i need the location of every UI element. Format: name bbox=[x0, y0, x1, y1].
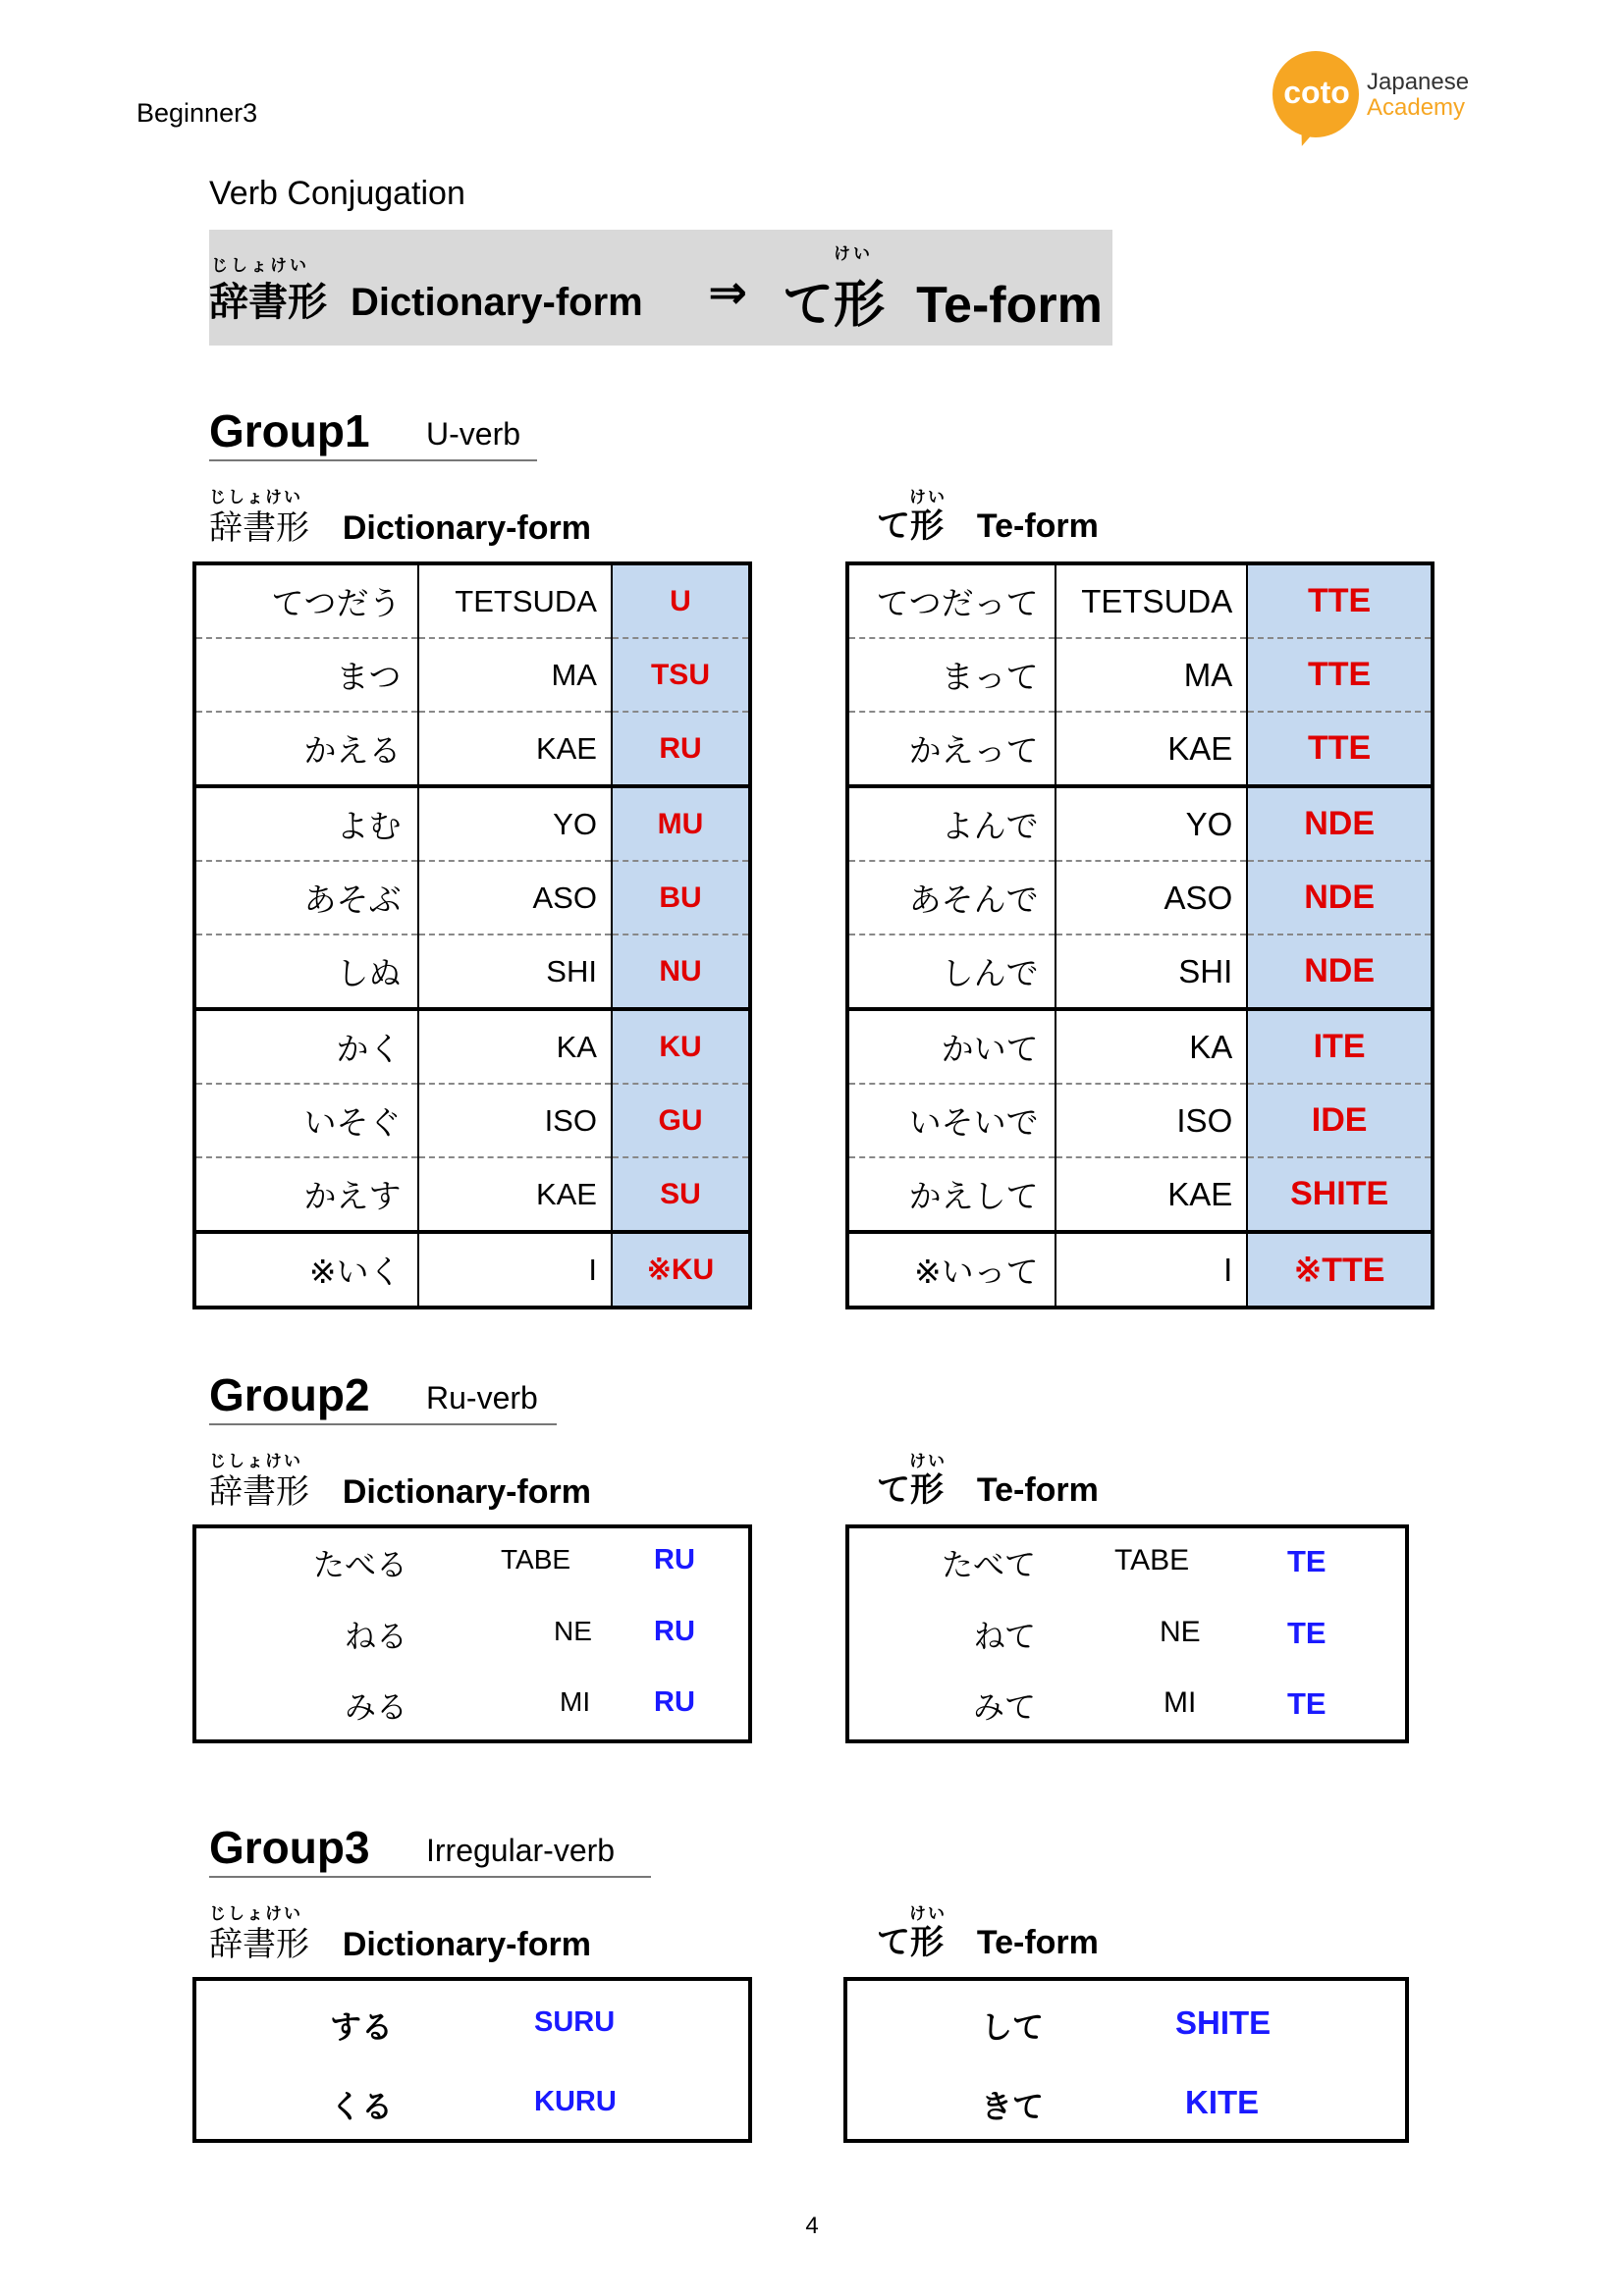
g2-te-ruby: けい bbox=[909, 1452, 947, 1471]
g1-te-row bbox=[847, 1232, 1433, 1308]
g1-dict-ending-cell: GU bbox=[612, 1084, 750, 1157]
g2-dict-heading bbox=[209, 1465, 591, 1513]
group1-te-form-table bbox=[845, 561, 1435, 1309]
g3-te-jp-2: きて bbox=[980, 2088, 1044, 2125]
g1-dict-row bbox=[194, 712, 750, 786]
g1-te-row bbox=[847, 1084, 1433, 1157]
g2-te-kanji: て形 bbox=[877, 1470, 944, 1510]
g1-dict-row bbox=[194, 861, 750, 934]
g1-dict-romaji-cell: I bbox=[418, 1232, 612, 1308]
g3-te-row-1 bbox=[847, 2002, 1397, 2061]
g2-te-heading bbox=[877, 1463, 1099, 1511]
g1-dict-ending-cell: U bbox=[612, 563, 750, 638]
g1-te-romaji-cell: SHI bbox=[1056, 934, 1248, 1009]
g2-te-jp-3: みて bbox=[972, 1688, 1036, 1726]
course-label: Beginner3 bbox=[136, 98, 258, 128]
banner-arrow: ⇒ bbox=[708, 265, 748, 320]
g1-dict-ending-cell: NU bbox=[612, 934, 750, 1009]
g1-te-ending-cell: TTE bbox=[1247, 563, 1433, 638]
g3-te-ruby: けい bbox=[909, 1904, 947, 1924]
g1-dict-row bbox=[194, 786, 750, 861]
g1-te-row bbox=[847, 861, 1433, 934]
g1-te-romaji-cell: MA bbox=[1056, 638, 1248, 712]
g1-dict-heading bbox=[209, 501, 591, 549]
g1-te-jp-cell: よんで bbox=[847, 786, 1056, 861]
g1-te-jp-cell: ※いって bbox=[913, 1253, 1039, 1291]
group2-subtitle: Ru-verb bbox=[426, 1380, 538, 1415]
banner-left-ruby: じしょけい bbox=[211, 256, 309, 276]
g1-dict-jp-cell: よむ bbox=[194, 786, 418, 861]
g3-dict-ruby: じしょけい bbox=[209, 1904, 302, 1924]
g1-te-heading bbox=[877, 499, 1099, 547]
g1-dict-jp-cell: あそぶ bbox=[194, 861, 418, 934]
g1-te-row bbox=[847, 563, 1433, 638]
g2-te-label: Te-form bbox=[976, 1471, 1099, 1509]
g1-dict-ending-cell: KU bbox=[612, 1009, 750, 1084]
g1-dict-romaji-cell: SHI bbox=[418, 934, 612, 1009]
g3-te-heading bbox=[877, 1915, 1099, 1963]
g2-dict-jp-3: みる bbox=[344, 1688, 407, 1726]
g3-dict-row-1 bbox=[196, 2002, 746, 2061]
g1-te-row bbox=[847, 1009, 1433, 1084]
g1-te-jp-cell: まって bbox=[847, 638, 1056, 712]
g1-dict-jp-cell: まつ bbox=[194, 638, 418, 712]
g1-dict-romaji-cell: YO bbox=[418, 786, 612, 861]
g1-te-jp-cell: かえして bbox=[847, 1157, 1056, 1232]
g2-te-jp-1: たべて bbox=[941, 1546, 1036, 1583]
g2-te-row-2 bbox=[849, 1612, 1399, 1671]
g1-te-ending-cell: ITE bbox=[1247, 1009, 1433, 1084]
banner-left-kanji: 辞書形 bbox=[209, 280, 327, 325]
g1-te-jp-cell: かえって bbox=[847, 712, 1056, 786]
logo-line2: Academy bbox=[1367, 94, 1466, 121]
g1-te-row bbox=[847, 1157, 1433, 1232]
g3-dict-jp-2: くる bbox=[329, 2088, 393, 2125]
g1-te-jp-cell: いそいで bbox=[847, 1084, 1056, 1157]
g1-te-ending-cell: NDE bbox=[1247, 786, 1433, 861]
g2-te-romaji-3: MI bbox=[1164, 1686, 1197, 1719]
g1-dict-row bbox=[194, 1157, 750, 1232]
g2-dict-label: Dictionary-form bbox=[342, 1473, 591, 1511]
g1-dict-romaji-cell: ASO bbox=[418, 861, 612, 934]
g1-te-ending-cell: SHITE bbox=[1247, 1157, 1433, 1232]
g1-te-row bbox=[847, 712, 1433, 786]
g1-te-ending-cell: TTE bbox=[1247, 712, 1433, 786]
logo-word: coto bbox=[1283, 75, 1350, 110]
g3-te-romaji-2: KITE bbox=[1185, 2084, 1260, 2120]
g1-dict-romaji-cell: MA bbox=[418, 638, 612, 712]
g1-dict-ending-cell: MU bbox=[612, 786, 750, 861]
group3-te-form-box bbox=[843, 1977, 1409, 2143]
g3-dict-heading bbox=[209, 1917, 591, 1965]
g1-dict-ending-cell: BU bbox=[612, 861, 750, 934]
g3-dict-label: Dictionary-form bbox=[342, 1926, 591, 1963]
g1-te-row bbox=[847, 638, 1433, 712]
g2-dict-ending-1: RU bbox=[654, 1544, 695, 1575]
g2-te-jp-2: ねて bbox=[973, 1618, 1036, 1655]
g1-dict-ending-cell: TSU bbox=[612, 638, 750, 712]
g1-dict-jp-cell: いそぐ bbox=[194, 1084, 418, 1157]
banner-left-label: Dictionary-form bbox=[350, 281, 643, 324]
g1-dict-row bbox=[194, 1232, 750, 1308]
group3-underline bbox=[209, 1876, 651, 1878]
g1-dict-kanji: 辞書形 bbox=[209, 508, 309, 548]
g2-te-romaji-2: NE bbox=[1160, 1616, 1201, 1648]
g3-dict-kanji: 辞書形 bbox=[209, 1925, 309, 1964]
g2-te-romaji-1: TABE bbox=[1114, 1544, 1190, 1576]
g1-te-jp-cell: てつだって bbox=[847, 563, 1056, 638]
logo-line1: Japanese bbox=[1367, 69, 1470, 95]
page-number: 4 bbox=[805, 2213, 819, 2239]
g2-dict-row-1 bbox=[196, 1540, 746, 1599]
g3-te-label: Te-form bbox=[976, 1924, 1099, 1961]
g2-dict-row-2 bbox=[196, 1612, 746, 1671]
g1-dict-row bbox=[194, 1084, 750, 1157]
g1-te-ending-cell: TTE bbox=[1247, 638, 1433, 712]
g2-dict-ruby: じしょけい bbox=[209, 1452, 302, 1471]
g1-te-romaji-cell: KAE bbox=[1056, 1157, 1248, 1232]
g3-dict-jp-1: する bbox=[329, 2008, 393, 2046]
group2-te-form-box bbox=[845, 1524, 1409, 1743]
g2-te-row-1 bbox=[849, 1540, 1399, 1599]
g2-dict-ending-3: RU bbox=[654, 1686, 695, 1718]
g1-dict-row bbox=[194, 1009, 750, 1084]
g1-dict-jp-cell: ※いく bbox=[308, 1253, 402, 1291]
g1-dict-romaji-cell: KAE bbox=[418, 1157, 612, 1232]
title-banner bbox=[209, 230, 1112, 346]
g1-dict-ending-cell: SU bbox=[612, 1157, 750, 1232]
g2-dict-jp-2: ねる bbox=[344, 1618, 407, 1655]
g2-dict-kanji: 辞書形 bbox=[209, 1472, 309, 1512]
g1-te-row bbox=[847, 786, 1433, 861]
g1-te-jp-cell: かいて bbox=[847, 1009, 1056, 1084]
g1-te-romaji-cell: KA bbox=[1056, 1009, 1248, 1084]
banner-right-ruby: けい bbox=[834, 244, 873, 264]
g1-dict-row bbox=[194, 934, 750, 1009]
group2-underline bbox=[209, 1423, 557, 1425]
g2-dict-row-3 bbox=[196, 1682, 746, 1741]
g3-te-kanji: て形 bbox=[877, 1923, 944, 1962]
g1-te-ending-cell: NDE bbox=[1247, 934, 1433, 1009]
g2-te-ending-3: TE bbox=[1287, 1686, 1326, 1721]
g3-dict-romaji-1: SURU bbox=[534, 2006, 616, 2038]
g1-te-romaji-cell: ASO bbox=[1056, 861, 1248, 934]
g1-dict-row bbox=[194, 563, 750, 638]
g1-dict-romaji-cell: KA bbox=[418, 1009, 612, 1084]
g2-dict-ending-2: RU bbox=[654, 1616, 695, 1647]
g1-dict-romaji-cell: KAE bbox=[418, 712, 612, 786]
g2-te-ending-2: TE bbox=[1287, 1616, 1326, 1650]
group3-subtitle: Irregular-verb bbox=[426, 1833, 616, 1868]
g1-dict-jp-cell: てつだう bbox=[194, 563, 418, 638]
g1-dict-jp-cell: かえす bbox=[194, 1157, 418, 1232]
g3-dict-row-2 bbox=[196, 2082, 746, 2141]
g1-dict-label: Dictionary-form bbox=[342, 509, 591, 547]
g1-te-romaji-cell: YO bbox=[1056, 786, 1248, 861]
g1-te-ruby: けい bbox=[909, 488, 947, 507]
group3-dictionary-box bbox=[192, 1977, 752, 2143]
group2-dictionary-box bbox=[192, 1524, 752, 1743]
g1-dict-ending-cell: RU bbox=[612, 712, 750, 786]
g1-dict-row bbox=[194, 638, 750, 712]
g3-dict-romaji-2: KURU bbox=[534, 2086, 617, 2117]
g1-te-romaji-cell: TETSUDA bbox=[1056, 563, 1248, 638]
g1-dict-jp-cell: しぬ bbox=[194, 934, 418, 1009]
g1-te-jp-cell: しんで bbox=[847, 934, 1056, 1009]
group1-title: Group1 bbox=[209, 405, 370, 456]
g1-te-kanji: て形 bbox=[877, 507, 944, 546]
g3-te-romaji-1: SHITE bbox=[1175, 2004, 1272, 2041]
g1-te-label: Te-form bbox=[976, 507, 1099, 545]
g1-te-ending-cell: IDE bbox=[1247, 1084, 1433, 1157]
banner-right-kanji: て形 bbox=[783, 276, 886, 335]
group2-title: Group2 bbox=[209, 1369, 370, 1420]
g1-te-romaji-cell: ISO bbox=[1056, 1084, 1248, 1157]
g2-dict-romaji-2: NE bbox=[554, 1616, 592, 1646]
g2-dict-jp-1: たべる bbox=[312, 1546, 407, 1583]
group1-subtitle: U-verb bbox=[426, 416, 521, 452]
g2-dict-romaji-1: TABE bbox=[501, 1544, 571, 1575]
g2-dict-romaji-3: MI bbox=[560, 1686, 591, 1717]
g3-te-row-2 bbox=[847, 2082, 1397, 2141]
g1-te-ending-cell: NDE bbox=[1247, 861, 1433, 934]
group3-title: Group3 bbox=[209, 1822, 370, 1873]
g1-te-jp-cell: あそんで bbox=[847, 861, 1056, 934]
g1-dict-ending-cell: ※KU bbox=[612, 1232, 750, 1308]
coto-academy-logo bbox=[1272, 51, 1498, 159]
page-subtitle: Verb Conjugation bbox=[209, 175, 465, 212]
group1-underline bbox=[209, 459, 537, 461]
g2-te-row-3 bbox=[849, 1682, 1399, 1741]
g1-dict-jp-cell: かく bbox=[194, 1009, 418, 1084]
g1-te-row bbox=[847, 934, 1433, 1009]
banner-right-label: Te-form bbox=[916, 277, 1103, 334]
g1-te-ending-cell: ※TTE bbox=[1247, 1232, 1433, 1308]
g2-te-ending-1: TE bbox=[1287, 1544, 1326, 1578]
g1-dict-romaji-cell: TETSUDA bbox=[418, 563, 612, 638]
g3-te-jp-1: して bbox=[980, 2008, 1044, 2046]
g1-te-romaji-cell: KAE bbox=[1056, 712, 1248, 786]
group1-dictionary-table bbox=[192, 561, 752, 1309]
g1-dict-romaji-cell: ISO bbox=[418, 1084, 612, 1157]
g1-dict-jp-cell: かえる bbox=[194, 712, 418, 786]
g1-te-romaji-cell: I bbox=[1056, 1232, 1248, 1308]
g1-dict-ruby: じしょけい bbox=[209, 488, 302, 507]
